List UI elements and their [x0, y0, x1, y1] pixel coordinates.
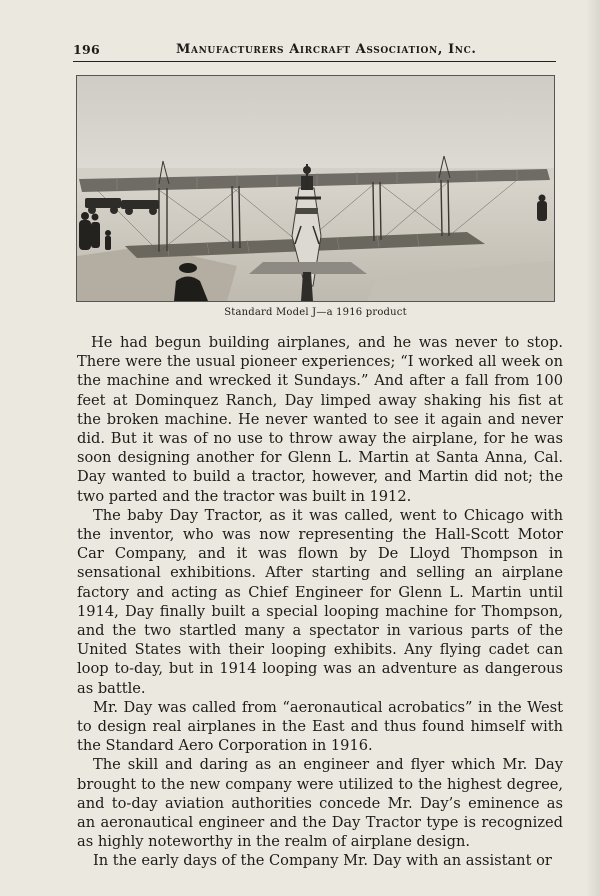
- page-number: 196: [73, 42, 100, 57]
- page-edge-shadow: [586, 0, 600, 896]
- paragraph: The skill and daring as an engineer and flyer which Mr. Day brought to the new company were utilized to the highest degree, and to-day aviation authorities concede Mr. Day’s eminence as an aeronautical engineer and the Day Tractor type is recognized as highly noteworthy in the realm of airplane design.: [77, 756, 563, 851]
- paragraph: The baby Day Tractor, as it was called, went to Chicago with the inventor, who was now representing the Hall-Scott Motor Car Company, and it was flown by De Lloyd Thompson in sensational exhibitions. After starting and selling an airplane factory and acting as Chief Engineer for Glenn L. Martin until 1914, Day finally built a special looping machine for Thompson, and the two startled many a spectator in various parts of the United States with their looping exhibits. Any flying cadet can loop to-day, but in 1914 looping was an adventure as dangerous as battle.: [77, 506, 563, 697]
- biplane-illustration: [77, 76, 554, 301]
- paragraph: In the early days of the Company Mr. Day with an assistant or: [93, 852, 552, 870]
- article-body: [77, 333, 563, 871]
- figure-caption: Standard Model J—a 1916 product: [224, 307, 407, 318]
- running-title: Manufacturers Aircraft Association, Inc.: [176, 42, 477, 57]
- page-header: [73, 40, 556, 60]
- paragraph: He had begun building airplanes, and he was never to stop. There were the usual pioneer experiences; “I worked all week on the machine and wrecked it Sundays.” And after a fall from 100 feet at Dominquez Ranch, Day limped away shaking his fist at the broken machine. He never wanted to see it again and never did. But it was of no use to throw away the airplane, for he was soon designing another for Glenn L. Martin at Santa Anna, Cal. Day wanted to build a tractor, however, and Martin did not; the two parted and the tractor was built in 1912.: [77, 334, 563, 505]
- biplane-photograph: [76, 75, 555, 302]
- header-rule: [73, 61, 556, 62]
- paragraph: Mr. Day was called from “aeronautical acrobatics” in the West to design real airplanes in the East and thus found himself with the Standard Aero Corporation in 1916.: [77, 698, 563, 755]
